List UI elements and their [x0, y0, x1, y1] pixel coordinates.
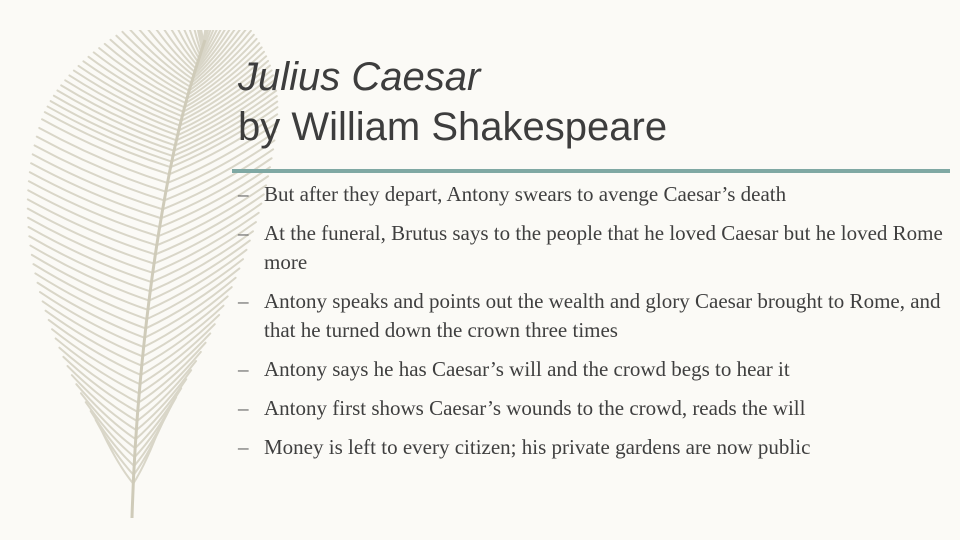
bullet-text: Money is left to every citizen; his private gardens are now public: [264, 435, 811, 459]
slide-title: [238, 52, 938, 152]
bullet-item: [236, 355, 946, 384]
feather-barb: [140, 324, 215, 384]
feather-barb: [139, 333, 210, 393]
bullet-marker: –: [238, 396, 249, 420]
bullet-marker: –: [238, 435, 249, 459]
feather-barb: [61, 85, 176, 140]
bullet-text: Antony says he has Caesar’s will and the crowd begs to hear it: [264, 357, 790, 381]
feather-barb: [31, 163, 161, 218]
feather-barb: [46, 311, 142, 366]
feather-barb: [35, 145, 165, 200]
bullet-item: [236, 394, 946, 423]
bullet-list: [236, 180, 946, 472]
feather-barb: [33, 154, 163, 209]
feather-barb: [141, 315, 219, 375]
bullet-marker: –: [238, 289, 249, 313]
bullet-item: [236, 433, 946, 462]
bullet-marker: –: [238, 221, 249, 245]
title-play-name: Julius Caesar: [238, 55, 481, 99]
title-divider: [232, 169, 950, 173]
feather-barb: [37, 137, 166, 192]
bullet-text: Antony first shows Caesar’s wounds to the crowd, reads the will: [264, 396, 806, 420]
feather-barb: [42, 119, 169, 174]
feather-barb: [30, 172, 160, 227]
feather-barb: [49, 320, 141, 375]
bullet-text: Antony speaks and points out the wealth and glory Caesar brought to Rome, and that he turned down the crown three times: [264, 289, 941, 342]
bullet-marker: –: [238, 357, 249, 381]
bullet-item: [236, 219, 946, 277]
bullet-marker: –: [238, 182, 249, 206]
feather-barb: [43, 301, 143, 356]
bullet-item: [236, 180, 946, 209]
bullet-item: [236, 287, 946, 345]
bullet-text: At the funeral, Brutus says to the people that he loved Caesar but he loved Rome more: [264, 221, 943, 274]
title-author: by William Shakespeare: [238, 105, 668, 149]
bullet-text: But after they depart, Antony swears to avenge Caesar’s death: [264, 182, 787, 206]
